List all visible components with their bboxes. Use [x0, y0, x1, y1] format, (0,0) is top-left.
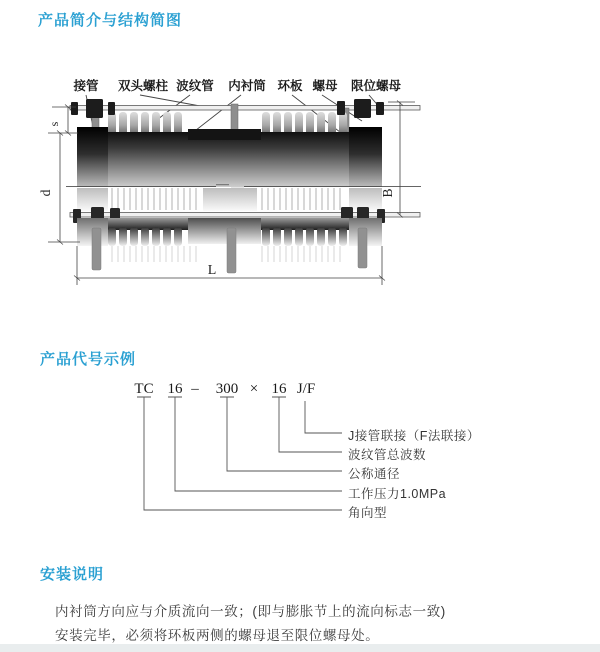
part-label-pipe: 接管: [73, 79, 99, 93]
expansion-joint-body: [77, 127, 382, 187]
code-connector-lines: [0, 340, 600, 525]
meaning-pressure: 工作压力1.0MPa: [348, 487, 447, 501]
section-title-intro: 产品简介与结构简图: [38, 12, 183, 29]
pipe-end-left: [77, 127, 108, 187]
meaning-wave-count: 波纹管总波数: [348, 448, 427, 462]
pipe-end-right: [349, 127, 382, 187]
part-labels: [72, 78, 401, 93]
part-label-ring-plate: 环板: [277, 79, 303, 93]
ghost-lines-lower: [112, 246, 340, 262]
section-title-installation: 安装说明: [40, 566, 105, 583]
dim-label-B: B: [380, 188, 395, 198]
part-label-bellows: 波纹管: [176, 79, 214, 93]
code-segment-type: TC: [134, 381, 154, 397]
meaning-diameter: 公称通径: [348, 467, 401, 481]
install-note-line1: 内衬筒方向应与介质流向一致；(即与膨胀节上的流向标志一致): [55, 604, 446, 619]
code-segment-multiply: ×: [249, 381, 259, 397]
install-note-line2: 安装完毕，必须将环板两侧的螺母退至限位螺母处。: [55, 628, 380, 643]
dim-label-d: d: [38, 189, 53, 197]
reflection-bottom: [70, 188, 420, 273]
body-shell: [77, 132, 382, 187]
meaning-connection: J接管联接（F法联接）: [348, 429, 480, 443]
part-label-nut: 螺母: [312, 79, 338, 93]
part-label-stud: 双头螺柱: [117, 79, 169, 93]
code-segment-pressure: 16: [167, 381, 183, 397]
dim-label-L: L: [207, 263, 217, 278]
footer-band: [0, 644, 600, 652]
inner-liner-block: [188, 129, 261, 140]
code-segment-connection: J/F: [296, 381, 316, 397]
part-label-limit-nut: 限位螺母: [350, 79, 402, 93]
section-title-code-example: 产品代号示例: [40, 351, 137, 368]
code-segment-wave-count: 16: [271, 381, 287, 397]
part-label-liner: 内衬筒: [228, 79, 266, 93]
code-segment-dash: –: [191, 381, 199, 397]
dim-label-s: s: [47, 121, 61, 127]
meaning-type: 角向型: [348, 506, 388, 520]
code-segment-diameter: 300: [215, 381, 239, 397]
